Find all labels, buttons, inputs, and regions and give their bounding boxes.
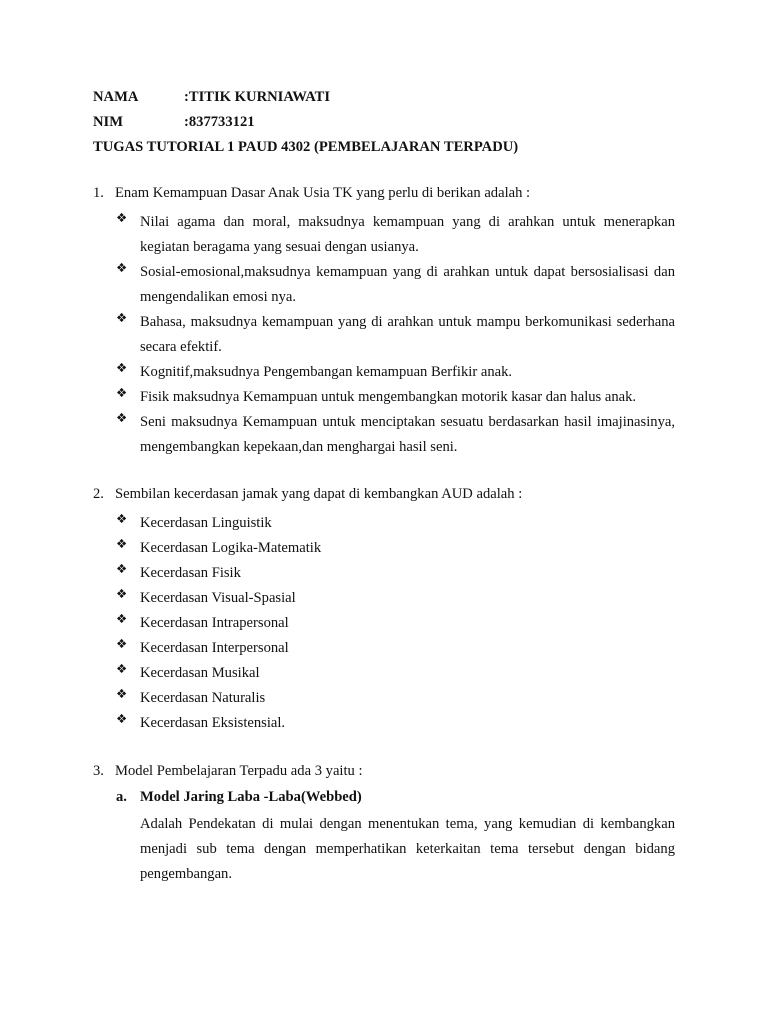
list-item-text: Kognitif,maksudnya Pengembangan kemampuan Berfikir anak. — [140, 364, 513, 380]
list-item-text: Sosial-emosional,maksudnya kemampuan yang di arahkan untuk dapat bersosialisasi dan mengendalikan emosi nya. — [140, 264, 675, 306]
diamond-bullet-icon: ❖ — [116, 636, 128, 651]
list-item-text: Kecerdasan Visual-Spasial — [140, 590, 296, 606]
list-item — [116, 661, 675, 686]
diamond-bullet-icon: ❖ — [116, 586, 128, 601]
section-3-heading — [93, 763, 363, 780]
section-3-number: 3. — [93, 763, 104, 779]
list-item-text: Kecerdasan Fisik — [140, 565, 241, 581]
list-item — [116, 360, 675, 385]
list-item-text: Kecerdasan Interpersonal — [140, 640, 289, 656]
diamond-bullet-icon: ❖ — [116, 661, 128, 676]
subsection-a-title: Model Jaring Laba -Laba(Webbed) — [140, 789, 362, 805]
diamond-bullet-icon: ❖ — [116, 711, 128, 726]
list-item-text: Kecerdasan Eksistensial. — [140, 715, 286, 731]
nama-line — [93, 89, 330, 106]
list-item — [116, 210, 675, 260]
list-item — [116, 586, 675, 611]
section-1-heading — [93, 185, 530, 202]
diamond-bullet-icon: ❖ — [116, 210, 128, 225]
list-item — [116, 686, 675, 711]
section-2-heading — [93, 486, 522, 503]
subsection-a-heading — [116, 789, 362, 806]
list-item-text: Nilai agama dan moral, maksudnya kemampuan yang di arahkan untuk menerapkan kegiatan beragama yang sesuai dengan usianya. — [140, 214, 675, 256]
list-item — [116, 260, 675, 310]
list-item — [116, 385, 675, 410]
list-item-text: Seni maksudnya Kemampuan untuk menciptakan sesuatu berdasarkan hasil imajinasinya, mengembangkan kepekaan,dan menghargai hasil seni. — [140, 414, 675, 456]
diamond-bullet-icon: ❖ — [116, 561, 128, 576]
diamond-bullet-icon: ❖ — [116, 611, 128, 626]
nim-label: NIM — [93, 114, 123, 130]
section-3-intro: Model Pembelajaran Terpadu ada 3 yaitu : — [115, 763, 363, 779]
diamond-bullet-icon: ❖ — [116, 511, 128, 526]
section-1-intro: Enam Kemampuan Dasar Anak Usia TK yang perlu di berikan adalah : — [115, 185, 531, 201]
diamond-bullet-icon: ❖ — [116, 260, 128, 275]
list-item-text: Kecerdasan Intrapersonal — [140, 615, 289, 631]
list-item — [116, 611, 675, 636]
nama-label: NAMA — [93, 89, 139, 105]
section-2-number: 2. — [93, 486, 104, 502]
subsection-a-letter: a. — [116, 789, 127, 805]
diamond-bullet-icon: ❖ — [116, 536, 128, 551]
subsection-a-paragraph: Adalah Pendekatan di mulai dengan menentukan tema, yang kemudian di kembangkan menjadi sub tema dengan memperhatikan keterkaitan tema tersebut dengan bidang pengembangan. — [140, 816, 675, 883]
nim-value: :837733121 — [184, 114, 255, 130]
section-2-intro: Sembilan kecerdasan jamak yang dapat di kembangkan AUD adalah : — [115, 486, 523, 502]
diamond-bullet-icon: ❖ — [116, 360, 128, 375]
list-item-text: Bahasa, maksudnya kemampuan yang di arahkan untuk mampu berkomunikasi sederhana secara efektif. — [140, 314, 675, 356]
list-item — [116, 636, 675, 661]
list-item — [116, 711, 675, 736]
list-item — [116, 536, 675, 561]
nim-line — [93, 114, 255, 131]
list-item-text: Fisik maksudnya Kemampuan untuk mengembangkan motorik kasar dan halus anak. — [140, 389, 637, 405]
list-item-text: Kecerdasan Logika-Matematik — [140, 540, 322, 556]
diamond-bullet-icon: ❖ — [116, 686, 128, 701]
diamond-bullet-icon: ❖ — [116, 410, 128, 425]
section-1-number: 1. — [93, 185, 104, 201]
list-item — [116, 511, 675, 536]
document-title: TUGAS TUTORIAL 1 PAUD 4302 (PEMBELAJARAN TERPADU) — [93, 139, 519, 155]
list-item — [116, 410, 675, 460]
list-item — [116, 561, 675, 586]
list-item-text: Kecerdasan Linguistik — [140, 515, 272, 531]
list-item-text: Kecerdasan Musikal — [140, 665, 260, 681]
nama-value: :TITIK KURNIAWATI — [184, 89, 331, 105]
list-item-text: Kecerdasan Naturalis — [140, 690, 266, 706]
diamond-bullet-icon: ❖ — [116, 310, 128, 325]
list-item — [116, 310, 675, 360]
diamond-bullet-icon: ❖ — [116, 385, 128, 400]
